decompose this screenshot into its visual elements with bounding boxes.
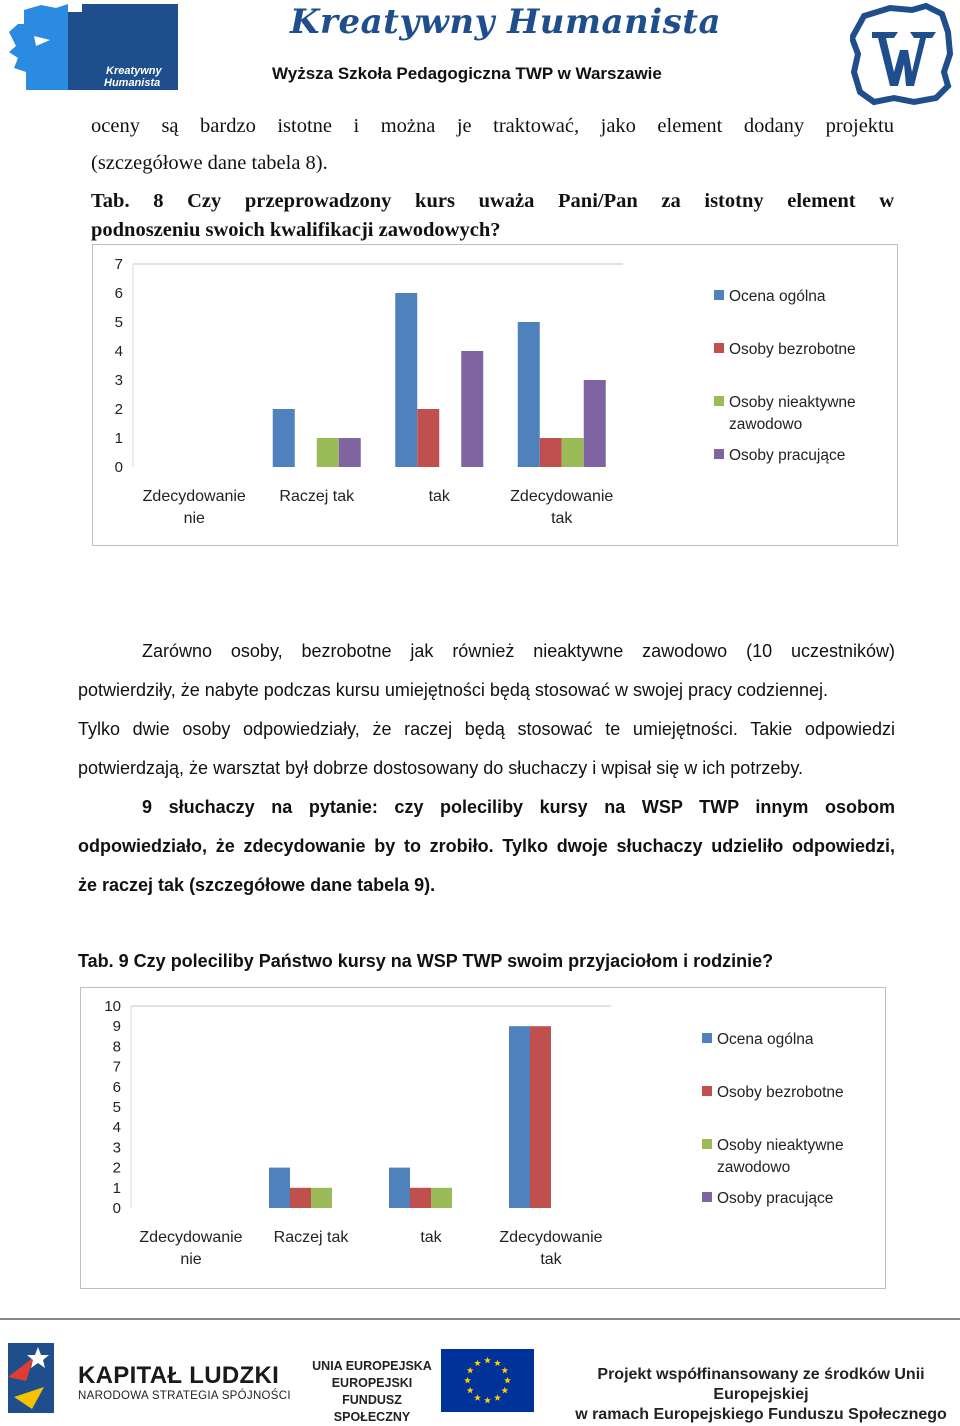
footer-divider bbox=[0, 1318, 960, 1320]
chart-2-bar bbox=[311, 1188, 332, 1208]
chart-2-bar bbox=[389, 1168, 410, 1208]
kapital-ludzki-title: KAPITAŁ LUDZKI bbox=[78, 1362, 280, 1389]
chart-2-legend-label: Osoby nieaktywne bbox=[717, 1137, 844, 1154]
chart-1-legend-label: Osoby bezrobotne bbox=[729, 341, 856, 358]
chart-1-category-label: Raczej tak bbox=[279, 488, 355, 505]
chart-1-y-tick-label: 6 bbox=[114, 285, 123, 302]
paragraph-intro bbox=[91, 113, 894, 176]
chart-1-legend-label: Osoby nieaktywne bbox=[729, 394, 856, 411]
chart-1-y-tick-label: 7 bbox=[114, 256, 123, 273]
chart-1-category-label: Zdecydowanie bbox=[142, 488, 246, 505]
chart-1-bar bbox=[339, 438, 361, 467]
paragraph-intro-line-1: oceny są bardzo istotne i można je traktować, jako element dodany projektu bbox=[91, 115, 894, 137]
chart-1-category-label: tak bbox=[551, 510, 573, 527]
chart-2-bar bbox=[509, 1026, 530, 1208]
chart-table-9-svg bbox=[81, 988, 884, 1287]
eu-fund-line-1: UNIA EUROPEJSKA bbox=[312, 1359, 432, 1373]
kreatywny-humanista-logo bbox=[6, 2, 181, 94]
chart-1-bar bbox=[461, 351, 483, 467]
kapital-ludzki-logo bbox=[4, 1337, 59, 1419]
chart-2-legend-swatch bbox=[702, 1139, 712, 1149]
chart-2-y-tick-label: 4 bbox=[112, 1119, 121, 1137]
logo-text-2: Humanista bbox=[104, 77, 161, 89]
table-8-caption-line-1: Tab. 8 Czy przeprowadzony kurs uważa Pani/Pan za istotny element w bbox=[91, 190, 894, 212]
chart-2-y-tick-label: 0 bbox=[112, 1200, 121, 1217]
chart-2-legend-label: Osoby pracujące bbox=[717, 1190, 834, 1207]
chart-2-y-tick-label: 9 bbox=[112, 1018, 121, 1036]
chart-1-legend-label: Osoby pracujące bbox=[729, 447, 846, 464]
chart-2-legend-swatch bbox=[702, 1086, 712, 1096]
paragraph-recommendation-line-2: odpowiedziało, że zdecydowanie by to zrobiło. Tylko dwoje słuchaczy udzieliło odpowiedzi, bbox=[78, 836, 895, 856]
chart-2-bar bbox=[290, 1188, 311, 1208]
paragraph-recommendation bbox=[78, 795, 895, 912]
paragraph-results bbox=[78, 639, 895, 795]
chart-1-bar bbox=[540, 438, 562, 467]
chart-1-y-tick-label: 1 bbox=[114, 430, 123, 447]
chart-1-bar bbox=[584, 380, 606, 467]
eu-fund-line-3: FUNDUSZ SPOŁECZNY bbox=[333, 1393, 411, 1424]
paragraph-results-line-2: potwierdziły, że nabyte podczas kursu umiejętności będą stosować w swojej pracy codziennej. bbox=[78, 680, 829, 700]
chart-2-bar bbox=[530, 1026, 551, 1208]
chart-2-bar bbox=[431, 1188, 452, 1208]
chart-2-legend-swatch bbox=[702, 1192, 712, 1202]
chart-1-bar bbox=[518, 322, 540, 467]
chart-2-category-label: Raczej tak bbox=[273, 1229, 349, 1246]
eu-flag-icon bbox=[441, 1349, 534, 1412]
cofinancing-line-2: w ramach Europejskiego Funduszu Społecznego bbox=[575, 1406, 947, 1423]
kapital-ludzki-subtitle: NARODOWA STRATEGIA SPÓJNOŚCI bbox=[78, 1390, 291, 1402]
chart-2-legend-label: zawodowo bbox=[717, 1159, 791, 1176]
paragraph-intro-line-2: (szczegółowe dane tabela 8). bbox=[91, 152, 328, 174]
chart-1-category-label: Zdecydowanie bbox=[510, 488, 614, 505]
chart-1-legend-swatch bbox=[714, 449, 724, 459]
paragraph-results-line-3: Tylko dwie osoby odpowiedziały, że raczej będą stosować te umiejętności. Takie odpowiedzi bbox=[78, 719, 895, 739]
cofinancing-statement bbox=[566, 1365, 956, 1425]
header-subtitle: Wyższa Szkoła Pedagogiczna TWP w Warszawie bbox=[272, 64, 662, 83]
chart-1-category-label: tak bbox=[428, 488, 450, 505]
paragraph-results-line-1: Zarówno osoby, bezrobotne jak również nieaktywne zawodowo (10 uczestników) bbox=[142, 641, 895, 661]
chart-2-y-tick-label: 3 bbox=[112, 1139, 121, 1157]
paragraph-recommendation-line-1: 9 słuchaczy na pytanie: czy poleciliby kursy na WSP TWP innym osobom bbox=[142, 797, 895, 817]
table-9-caption: Tab. 9 Czy poleciliby Państwo kursy na WSP TWP swoim przyjaciołom i rodzinie? bbox=[78, 951, 774, 971]
chart-1-legend-label: Ocena ogólna bbox=[729, 288, 826, 305]
chart-1-y-tick-label: 0 bbox=[114, 459, 123, 476]
chart-2-y-tick-label: 2 bbox=[112, 1159, 121, 1177]
cofinancing-line-1: Projekt współfinansowany ze środków Unii Europejskiej bbox=[597, 1366, 925, 1403]
chart-2-y-tick-label: 1 bbox=[112, 1179, 121, 1197]
chart-2-category-label: Zdecydowanie bbox=[499, 1229, 603, 1246]
eu-fund-label bbox=[306, 1358, 438, 1426]
chart-table-8-svg bbox=[93, 245, 896, 544]
chart-2-legend-swatch bbox=[702, 1033, 712, 1043]
chart-2-category-label: tak bbox=[420, 1229, 442, 1246]
chart-1-legend-swatch bbox=[714, 290, 724, 300]
chart-1-legend-swatch bbox=[714, 396, 724, 406]
chart-2-y-tick-label: 7 bbox=[112, 1058, 121, 1076]
chart-2-legend-label: Osoby bezrobotne bbox=[717, 1084, 844, 1101]
table-8-caption bbox=[91, 188, 894, 243]
chart-2-category-label: nie bbox=[180, 1251, 202, 1268]
chart-2-category-label: tak bbox=[540, 1251, 562, 1268]
chart-1-y-tick-label: 3 bbox=[114, 372, 123, 389]
chart-1-bar bbox=[417, 409, 439, 467]
chart-1-bar bbox=[273, 409, 295, 467]
chart-1-y-tick-label: 4 bbox=[114, 343, 123, 360]
chart-2-y-tick-label: 5 bbox=[112, 1099, 121, 1116]
chart-1-bar bbox=[395, 293, 417, 467]
paragraph-recommendation-line-3: że raczej tak (szczegółowe dane tabela 9). bbox=[78, 875, 436, 895]
chart-2-y-tick-label: 6 bbox=[112, 1078, 121, 1096]
eu-fund-line-2: EUROPEJSKI bbox=[331, 1376, 413, 1390]
chart-2-y-tick-label: 10 bbox=[104, 998, 121, 1015]
chart-2-category-label: Zdecydowanie bbox=[139, 1229, 243, 1246]
chart-1-y-tick-label: 5 bbox=[114, 314, 123, 331]
chart-1-legend-label: zawodowo bbox=[729, 416, 803, 433]
chart-table-9 bbox=[80, 987, 886, 1289]
chart-1-category-label: nie bbox=[183, 510, 205, 527]
wsp-twp-emblem-logo bbox=[850, 2, 956, 106]
chart-1-bar bbox=[317, 438, 339, 467]
logo-text-1: Kreatywny bbox=[106, 65, 162, 77]
chart-table-8 bbox=[92, 244, 898, 546]
paragraph-results-line-4: potwierdzają, że warsztat był dobrze dostosowany do słuchaczy i wpisał się w ich potrzeby. bbox=[78, 758, 804, 778]
chart-1-legend-swatch bbox=[714, 343, 724, 353]
chart-2-bar bbox=[410, 1188, 431, 1208]
chart-2-bar bbox=[269, 1168, 290, 1208]
table-8-caption-line-2: podnoszeniu swoich kwalifikacji zawodowych? bbox=[91, 219, 501, 241]
chart-1-y-tick-label: 2 bbox=[114, 401, 123, 418]
header-title: Kreatywny Humanista bbox=[290, 2, 722, 42]
chart-2-y-tick-label: 8 bbox=[112, 1038, 121, 1056]
chart-1-bar bbox=[562, 438, 584, 467]
chart-2-legend-label: Ocena ogólna bbox=[717, 1031, 814, 1048]
